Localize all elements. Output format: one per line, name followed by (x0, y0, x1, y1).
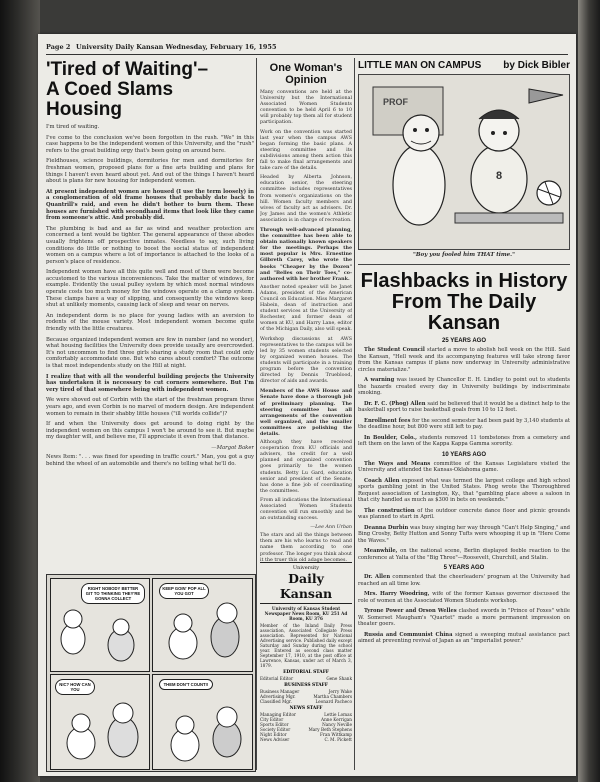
flashback-item-lead: Deanna Durbin (364, 524, 409, 531)
flashback-item-text: students removed 11 tombstones from a cemetery and left them on the lawn of the Kappa Kappa Gamma sorority. (358, 434, 570, 447)
staff-role: City Editor (260, 717, 284, 722)
flashback-item-text: committee of the Kansas Legislature visited the University and attended the Kansas-Oklahoma game. (358, 460, 570, 473)
editorial-paragraph: I've come to the conclusion we've been forgotten in the rush. "We" in this case happens to be the independent women of this University, and the "rush" refers to the great building orgy that's been going on around here. (46, 134, 254, 154)
staffbox-section-business: BUSINESS STAFF (284, 683, 328, 688)
flashback-item-lead: A warning (364, 377, 395, 383)
staffbox-title-main: Daily Kansan (279, 571, 333, 601)
opinion-paragraph: Workshop discussions at AWS representatives to the campus will be led by 35 women students selected by organized women houses. The students will participate in a training program before the convention directed by Dennis Trueblood, director of aids and awards. (260, 336, 352, 385)
comic-panel (50, 674, 150, 770)
opinion-column (260, 58, 352, 566)
scan-border-left (0, 0, 40, 782)
opinion-paragraph: Members of the AWS House and Senate have done a thorough job of preliminary planning. The steering committee has all arrangements of the convention well organized, and the smaller committees are polishing the details. (260, 388, 352, 437)
cartoon-artist: by Dick Bibler (503, 60, 570, 71)
page-header (46, 42, 568, 55)
comic-figures-illustration (51, 675, 149, 769)
staff-role: News Adviser (260, 737, 290, 742)
opinion-paragraph: Many conventions are held at the University but the International Associated Women Students convention to be held April 6 to 10 will probably top them all for student participation. (260, 90, 352, 126)
opinion-paragraph: Through well-advanced planning, the committee has been able to obtain nationally known speakers for the meetings. Perhaps the most popular is Mrs. Ernestine Gilbreth Carey, who wrote the books "Cheaper by the Dozen" and "Belles on Their Toes," co-authored with her brother Frank. (260, 226, 352, 282)
staff-role: Night Editor (260, 732, 287, 737)
flashback-item (358, 461, 570, 474)
opinion-closing: The stars and all the things between them are his who learns to read and name them according to one professor. The longer you think about it the truer this old adage becomes. (260, 533, 352, 563)
staff-name: Jerry Wake (328, 689, 352, 694)
board-sign: PROF (383, 97, 409, 107)
flashbacks-headline-line-1: Flashbacks in History (360, 270, 568, 292)
flashback-section-label: 5 YEARS AGO (443, 565, 485, 571)
flashback-item (358, 401, 570, 414)
staff-role: Editorial Editor (260, 676, 294, 681)
opinion-headline (260, 62, 352, 86)
column-rule (354, 58, 355, 770)
flashback-item-lead: Mrs. Harry Woodring, (364, 591, 430, 597)
staff-name: Nancy Neville (322, 722, 352, 727)
staffbox-title-small: University (292, 565, 320, 571)
staff-list-news (260, 712, 352, 742)
jersey-number: 8 (496, 170, 503, 182)
scan-border-right (578, 0, 600, 782)
flashback-item-text: wife of the former Kansas governor discussed the role of women at the Associated Women Students workshop. (358, 591, 570, 604)
flashback-section-label: 25 YEARS AGO (441, 338, 486, 344)
speech-bubble: KEEP GOIN' POP ALL YOU GOT (159, 583, 209, 599)
staff-name: Fran Wittkamp (319, 732, 352, 737)
staff-row (260, 676, 352, 681)
staff-name: C. M. Pickett (324, 737, 352, 742)
flashback-item-lead: Russia and Communist China (364, 631, 453, 638)
comic-panel (152, 578, 253, 672)
staff-name: Mary Beth Stephens (308, 727, 352, 732)
little-man-on-campus-cartoon (358, 74, 570, 250)
opinion-paragraph: From all indications the International Associated Women Students convention will run smoothly and be an outstanding success. (260, 497, 352, 522)
editorial-paragraph: Fieldhouses, science buildings, dormitories for men and dormitories for freshman women, proposed plans for a fine arts building and plans for things I haven't even heard about yet. And out of the things I haven't heard about is plans for new housing for independent women. (46, 158, 254, 185)
editorial-paragraph: An independent dorm is no place for young ladies with an aversion to rodents of the mouse variety. Most independent women become quite friendly with the little creatures. (46, 312, 254, 333)
flashback-item-text: was issued by Chancellor E. H. Lindley to point out to students the hazards created every day in University buildings by indiscriminate smoking. (358, 377, 570, 396)
speech-bubble: THEM DON'T COUNT!! (159, 679, 213, 690)
staff-role: Classified Mgr. (260, 699, 292, 704)
flashback-item-lead: Dr. F. C. (Phog) Allen (364, 400, 426, 407)
flashback-item (358, 632, 570, 645)
cartoon-title: LITTLE MAN ON CAMPUS (358, 60, 482, 71)
opinion-headline-line-2: Opinion (285, 74, 327, 86)
editorial-headline-line-2: A Coed Slams Housing (46, 79, 174, 120)
opinion-headline-line-1: One Woman's (269, 62, 343, 74)
flashback-item (358, 347, 570, 373)
flashback-item-lead: Enrollment fees (364, 417, 411, 424)
flashback-item-text: exposed what was termed the largest college and high school sports gambling joint in the United States. Phog wrote the Thoroughbred Request association of Lexington, Ky., that "gambling place above a saloon in that city handled as much as $300 in bets on weekends." (358, 477, 570, 503)
editorial-paragraph: I realize that with all the wonderful building projects the University has undertaken it is necessary to cut corners somewhere. But I'm very tired of that somewhere being with independent women. (46, 373, 254, 393)
news-note: News Item: ". . . was fined for speeding in traffic court." Man, you got a guy behind the wheel of an automobile and there's no telling what he'll do. (46, 453, 254, 467)
staffbox-section-editorial: EDITORIAL STAFF (283, 670, 329, 675)
comic-figures-illustration (153, 579, 252, 671)
flashback-item-text: for the second semester had been paid by 3,140 students at the deadline hour, but 800 were still left to pay. (358, 417, 570, 430)
editorial-signature: —Margot Baker (211, 444, 254, 451)
editorial-paragraph: At present independent women are housed (I use the term loosely) in a conglomeration of old frame houses that probably date back to Quantrill's raid, and even he didn't bother to burn them. These houses are furnished with secondhand items that look like they came from someone's attic. And probably did. (46, 188, 254, 222)
speech-bubble: NIC? HOW CAN YOU (55, 679, 95, 695)
flashback-item (358, 548, 570, 561)
staffbox-description: Member of the Inland Daily Press association, Associated Collegiate Press association. Represented for National Advertising service. Published daily except Saturday and Sunday during the school year. Entered as second class matter September 17, 1910, at the post office at Lawrence, Kansas, under act of March 3, 1879. (260, 623, 352, 668)
editorial-headline-line-1: 'Tired of Waiting'– (46, 59, 209, 80)
comic-strip (46, 574, 256, 772)
editorial-paragraph: We were shoved out of Corbin with the start of the freshman program three years ago, and even Corbin is no marvel of modern design. Are independent women to remain in their shabby little houses ("ill worlds collide")? (46, 397, 254, 417)
staff-name: Gene Shank (326, 676, 352, 681)
flashback-item (358, 435, 570, 448)
flashback-item-lead: The Ways and Means (364, 460, 431, 467)
publication-line: University Daily Kansan Wednesday, February 16, 1955 (76, 43, 277, 51)
flashback-item-text: said he believed that it would be a distinct help to the basketball sport to raise basketball goals from 10 to 12 feet. (358, 400, 570, 413)
editorial-column (46, 58, 254, 570)
flashback-item-lead: The construction (364, 507, 415, 514)
opinion-paragraph: Another noted speaker will be Janet Adams, president of the American Council on Education. Miss Margaret Habein, dean of instruction and student services at the University of Rochester, and former dean of women at KU, and Harry Lane, editor of the Michigan Daily, also will speak. (260, 284, 352, 333)
flashbacks-headline-line-2: From The Daily Kansan (391, 291, 537, 334)
staff-name: Anne Kerrigan (321, 717, 352, 722)
staff-name: Leonard Pacheco (315, 699, 352, 704)
speech-bubble: RIGHT NOBODY BETTER GIT TO THINKING THEY'RE GONNA COLLECT (81, 583, 145, 604)
flashback-section-label: 10 YEARS AGO (441, 451, 486, 458)
newspaper-page (38, 34, 576, 776)
staffbox-subtitle: University of Kansas Student Newspaper News Room, KU 251 Ad Room, KU 376 (264, 606, 348, 621)
opinion-paragraph: Headed by Alberta Johnson, education senior, the steering committee includes representatives from women's organizations on the hill. Women faculty members and wives of faculty act as advisers. Dr. Joy James and the women's Athletic association is in charge of recreation. (260, 175, 352, 223)
editorial-paragraph: Because organized independent women are few in number (and no wonder), what housing facilities the University does provide usually are overcrowded. It's not uncommon to find three girls sharing a study room that could only comfortably accommodate one. But who cares about comfort? The outcome is that most independents study on the Hill at night. (46, 336, 254, 369)
flashback-item-text: clashed swords in "Prince of Foxes" while W. Somerset Maugham's "Quartet" made a more permanent impression on theater goers. (358, 608, 570, 627)
flashback-item (358, 478, 570, 504)
comic-panel (50, 578, 150, 672)
flashback-item-text: of the outdoor concrete dance floor and picnic grounds was planned to start in April. (358, 507, 570, 520)
flashback-item-lead: Tyrone Power and Orson Welles (364, 608, 457, 614)
staff-list-editorial (260, 676, 352, 681)
flashback-item-lead: Dr. Allen (364, 574, 391, 580)
editorial-paragraph: I'm tired of waiting. (46, 124, 100, 130)
staff-name: Lettie Lomax (324, 712, 352, 717)
opinion-paragraph: Although they have received cooperation from KU officials and advisers, the credit for a well planned and organized convention goes primarily to the women students. Betty Lu Gard, education senior and president of the Senate, has done a fine job of coordinating the committees. (260, 440, 352, 494)
editorial-paragraph: If and when the University does get around to doing right by the independent women on this campus I won't be around to see it. But maybe my daughter will, and believe me, I'll appreciate it even from that distance. (46, 421, 254, 441)
cartoon-caption: "Boy you fooled him THAT time." (413, 252, 515, 258)
flashback-item (358, 608, 570, 628)
staff-list-business (260, 689, 352, 704)
staff-role: Advertising Mgr. (260, 694, 296, 699)
flashback-item-text: commented that the cheerleaders' program at the University had reached an all time low. (358, 574, 570, 587)
staff-role: Managing Editor (260, 712, 296, 717)
staff-row (260, 699, 352, 704)
flashback-item-text: started a move to abolish hell week on the Hill. Said the Kansan, "Hell week and its accompanying features will take strong favor from the Kansas campus if plans now underway in University administrative circles materialize." (358, 347, 570, 373)
staff-row (260, 737, 352, 742)
staff-role: Sports Editor (260, 722, 289, 727)
flashback-item-lead: In Boulder, Colo., (364, 434, 417, 441)
staffbox-section-news: NEWS STAFF (289, 706, 323, 711)
opinion-paragraph: Work on the convention was started last year when the campus AWS began forming the basic plans. A steering committee and its subdivisions among them action this fall to make final arrangements and take care of the details. (260, 129, 352, 172)
flashback-item (358, 418, 570, 431)
flashback-item (358, 574, 570, 587)
flashback-item (358, 508, 570, 521)
editorial-paragraph: Independent women have all this quite well and most of them were become accustomed to the various inconveniences. Take the matter of windows, for example. Evidently the usual pulley system by which most normal windows operate costs too much money for the windows operate on a clamp system. These clamps have a way of slipping, and consequently the windows keep shut at unlikely moments, causing lack of sleep and wear on nerves. (46, 269, 254, 309)
opinion-body (260, 90, 352, 522)
flashback-item-text: was busy singing her way through "Can't Help Singing," and Bing Crosby, Betty Hutton and Sonny Tufts were whooping it up in "Here Come the Waves." (358, 524, 570, 544)
editorial-body (46, 124, 254, 441)
staff-role: Business Manager (260, 689, 300, 694)
staff-name: Martha Chambers (313, 694, 352, 699)
column-rule (256, 58, 257, 770)
editorial-headline (46, 60, 254, 120)
staffbox-title (260, 562, 352, 604)
comic-figures-illustration (51, 579, 149, 671)
editorial-paragraph: The plumbing is bad and as far as wind and weather protection are concerned a tent would be tighter. The general appearance of these abodes usually frightens off prospective inmates. Needless to say, such living conditions do little or nothing to boost the social status of independent women on a campus where a lot of importance is attached to the looks of a person's place of residence. (46, 225, 254, 265)
comic-panel (152, 674, 253, 770)
opinion-signature: —Lee Ann Urban (310, 525, 352, 531)
staff-box (260, 562, 352, 770)
flashbacks-body (358, 338, 570, 645)
section-rule (358, 264, 570, 265)
staff-role: Society Editor (260, 727, 291, 732)
flashback-item-lead: Meanwhile, (364, 548, 398, 554)
flashback-item (358, 377, 570, 397)
page-number: Page 2 (46, 43, 71, 51)
flashback-item-lead: Coach Allen (364, 477, 400, 484)
comic-figures-illustration (153, 675, 252, 769)
flashback-item (358, 525, 570, 545)
flashback-item (358, 591, 570, 604)
flashbacks-headline (358, 271, 570, 334)
flashback-item-text: signed a sweeping mutual assistance pact aimed at preventing revival of Japan as an "imperialist power." (358, 631, 570, 644)
right-column (358, 58, 570, 768)
cartoon-title-bar (358, 60, 570, 71)
flashback-item-text: on the national scene, Berlin displayed feeble reaction to the conference at Yalta of the "Big Three"—Roosevelt, Churchill, and Stalin. (358, 548, 570, 561)
flashback-item-lead: The Student Council (364, 347, 425, 353)
